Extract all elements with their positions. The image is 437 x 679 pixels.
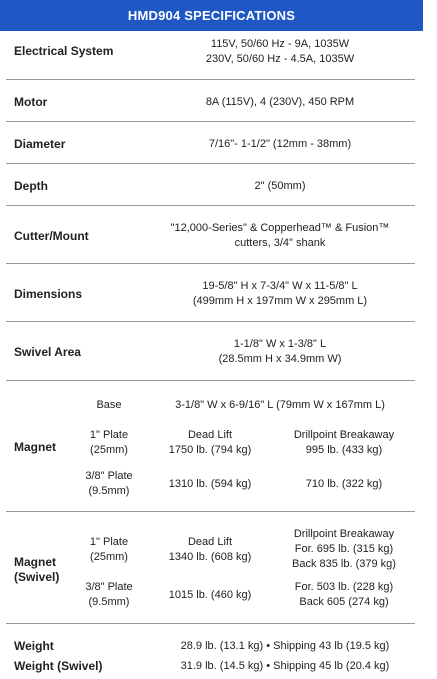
magnet-base-label: Base (96, 399, 122, 411)
dimensions-line-1: 19-5/8" H x 7-3/4" W x 11-5/8" L (202, 280, 358, 292)
divider (6, 79, 415, 80)
divider (6, 121, 415, 122)
magnet-plate1-drill (278, 428, 410, 458)
dimensions-value (165, 279, 395, 309)
divider (6, 321, 415, 322)
swivel-area-line-2: (28.5mm H x 34.9mm W) (218, 353, 342, 365)
magnet-swivel-label (14, 555, 59, 585)
weight-value: 28.9 lb. (13.1 kg) • Shipping 43 lb (19.5 kg) (180, 640, 390, 652)
swivel-plate1-label (72, 535, 146, 565)
magnet-swivel-label-1: Magnet (14, 555, 56, 569)
swivel-plate1-line-1: 1" Plate (89, 536, 129, 548)
magnet-label: Magnet (14, 440, 56, 454)
magnet-base-value: 3-1/8" W x 6-9/16" L (79mm W x 167mm L) (175, 399, 385, 411)
electrical-line-1: 115V, 50/60 Hz - 9A, 1035W (210, 38, 350, 50)
dimensions-line-2: (499mm H x 197mm W x 295mm L) (192, 295, 368, 307)
cutter-label: Cutter/Mount (14, 229, 89, 243)
magnet-swivel-label-2: (Swivel) (14, 570, 60, 584)
magnet-plate2-drill: 710 lb. (322 kg) (305, 478, 383, 490)
dead-lift-header: Dead Lift (187, 536, 233, 548)
swivel-plate2-label (72, 580, 146, 610)
cutter-line-1: "12,000-Series" & Copperhead™ & Fusion™ (170, 222, 390, 234)
depth-label: Depth (14, 179, 48, 193)
weight-swivel-value: 31.9 lb. (14.5 kg) • Shipping 45 lb (20.4 kg) (180, 660, 390, 672)
electrical-line-2: 230V, 50/60 Hz - 4.5A, 1035W (205, 53, 355, 65)
swivel-plate2-line-2: (9.5mm) (88, 596, 130, 608)
electrical-value (180, 37, 380, 67)
swivel-plate2-dead: 1015 lb. (460 kg) (168, 589, 252, 601)
cutter-value (150, 221, 410, 251)
drillpoint-header: Drillpoint Breakaway (293, 528, 395, 540)
dead-lift-header: Dead Lift (187, 429, 233, 441)
drillpoint-forward: For. 695 lb. (315 kg) (294, 543, 394, 555)
magnet-plate2-line-2: (9.5mm) (88, 485, 130, 497)
depth-value: 2" (50mm) (254, 180, 306, 192)
diameter-label: Diameter (14, 137, 66, 151)
divider (6, 263, 415, 264)
magnet-plate1-line-2: (25mm) (90, 444, 128, 456)
weight-label: Weight (14, 639, 54, 653)
divider (6, 205, 415, 206)
drillpoint-forward: For. 503 lb. (228 kg) (294, 581, 394, 593)
motor-label: Motor (14, 95, 48, 109)
dimensions-label: Dimensions (14, 287, 83, 301)
drillpoint-back: Back 835 lb. (379 kg) (292, 558, 396, 570)
spec-title: HMD904 SPECIFICATIONS (0, 0, 423, 31)
divider (6, 623, 415, 624)
dead-lift-value: 1340 lb. (608 kg) (168, 551, 252, 563)
swivel-plate1-line-2: (25mm) (90, 551, 128, 563)
drillpoint-header: Drillpoint Breakaway (293, 429, 395, 441)
drillpoint-value: 995 lb. (433 kg) (305, 444, 383, 456)
weight-swivel-label: Weight (Swivel) (14, 659, 103, 673)
divider (6, 380, 415, 381)
magnet-plate2-line-1: 3/8" Plate (85, 470, 133, 482)
magnet-plate1-dead (155, 428, 265, 458)
cutter-line-2: cutters, 3/4" shank (234, 237, 326, 249)
swivel-area-line-1: 1-1/8" W x 1-3/8" L (233, 338, 327, 350)
drillpoint-back: Back 605 (274 kg) (299, 596, 389, 608)
dead-lift-value: 1750 lb. (794 kg) (168, 444, 252, 456)
swivel-plate1-dead (155, 535, 265, 565)
swivel-area-value (165, 337, 395, 367)
swivel-area-label: Swivel Area (14, 345, 81, 359)
magnet-plate2-dead: 1310 lb. (594 kg) (168, 478, 252, 490)
divider (6, 163, 415, 164)
swivel-plate1-drill (278, 527, 410, 572)
magnet-plate1-line-1: 1" Plate (89, 429, 129, 441)
magnet-plate1-label (72, 428, 146, 458)
motor-value: 8A (115V), 4 (230V), 450 RPM (205, 96, 355, 108)
diameter-value: 7/16"- 1-1/2" (12mm - 38mm) (208, 138, 352, 150)
divider (6, 511, 415, 512)
electrical-label: Electrical System (14, 44, 114, 58)
swivel-plate2-drill (278, 580, 410, 610)
magnet-plate2-label (72, 469, 146, 499)
swivel-plate2-line-1: 3/8" Plate (85, 581, 133, 593)
